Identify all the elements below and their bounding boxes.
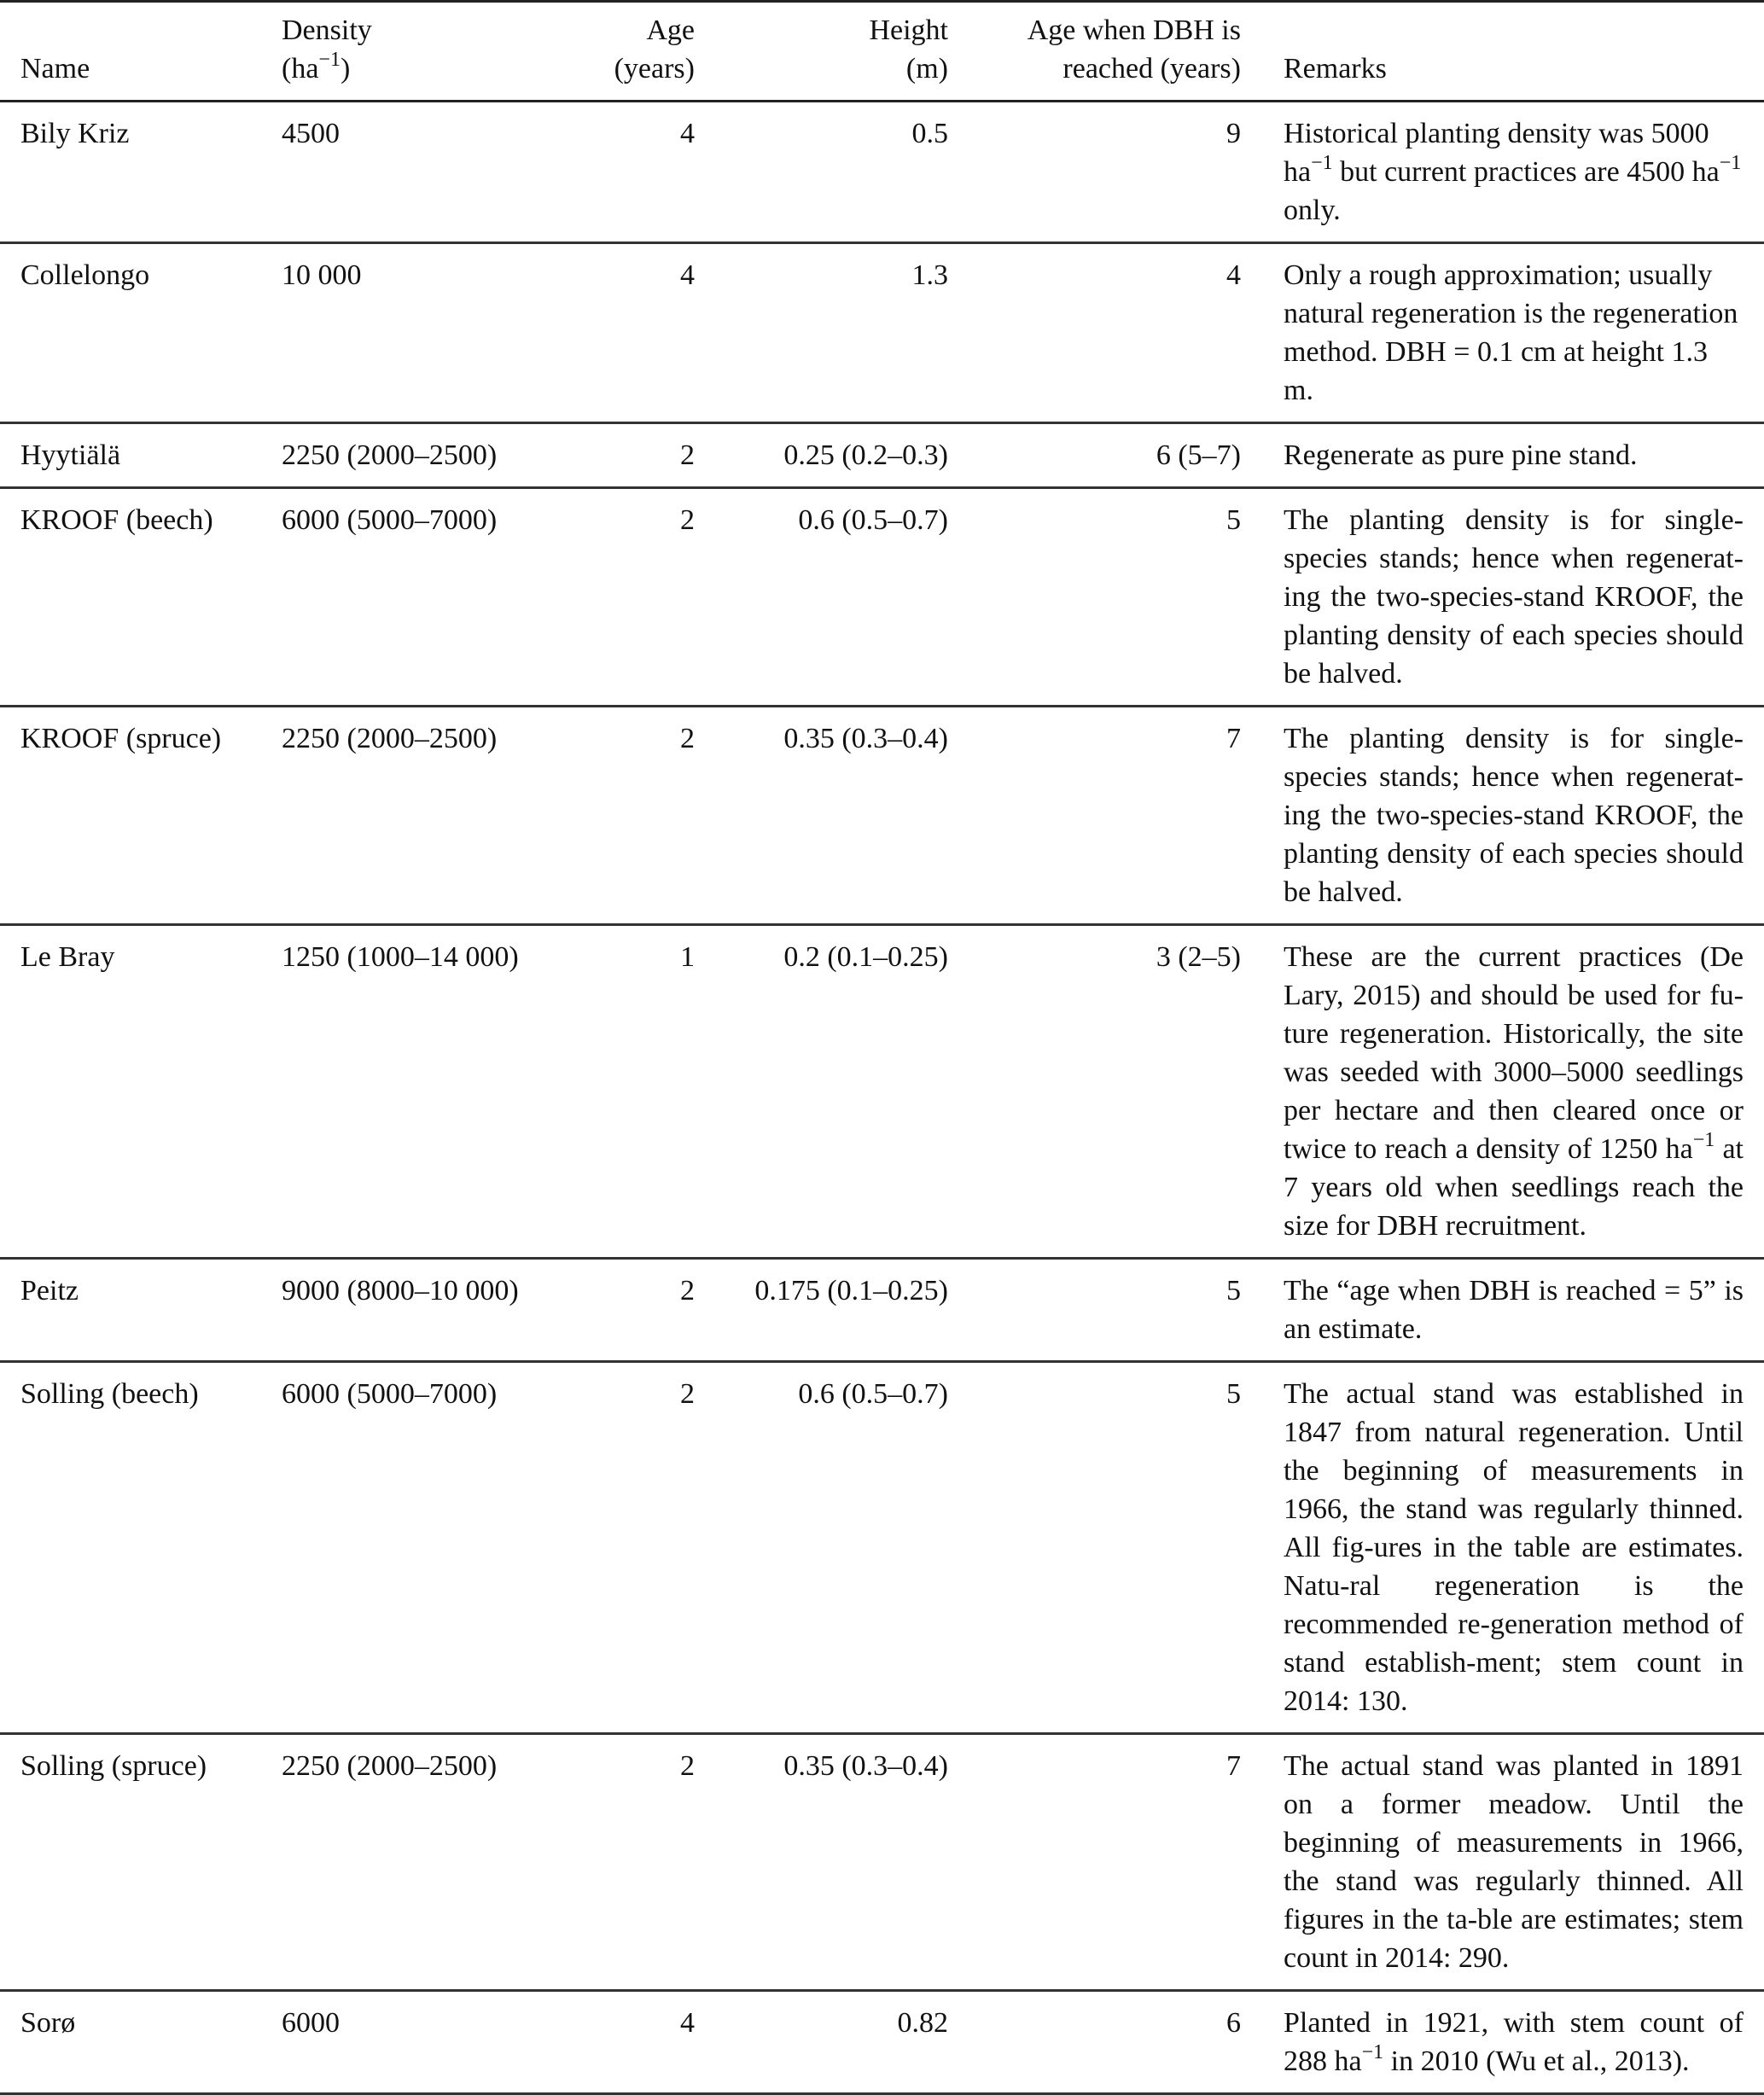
cell-height: 0.82	[897, 2007, 948, 2039]
cell-remarks	[1241, 102, 1764, 243]
cell-height: 0.6 (0.5–0.7)	[798, 1378, 948, 1410]
cell-name: KROOF (spruce)	[20, 723, 222, 754]
header-density	[282, 2, 563, 102]
header-remarks	[1241, 2, 1764, 102]
header-density-exponent: −1	[318, 49, 341, 71]
cell-name: Le Bray	[20, 941, 115, 973]
cell-dbh-age: 4	[1226, 259, 1241, 291]
cell-age: 2	[680, 1378, 695, 1410]
cell-age: 2	[680, 439, 695, 471]
cell-remarks: The “age when DBH is reached = 5” is an estimate.	[1284, 1275, 1744, 1345]
remarks-text: Historical planting density was 5000 ha	[1284, 118, 1709, 188]
cell-remarks	[1241, 1991, 1764, 2094]
header-age	[563, 2, 695, 102]
header-density-close: )	[340, 53, 351, 84]
table-row	[0, 1259, 1764, 1362]
remarks-text: at 7 years old when seedlings reach the size for DBH recruitment.	[1284, 1133, 1744, 1242]
cell-density: 4500	[282, 118, 340, 149]
cell-dbh-age: 6	[1226, 2007, 1241, 2039]
cell-name: Peitz	[20, 1275, 79, 1306]
header-density-line2	[282, 49, 563, 88]
cell-height: 0.175 (0.1–0.25)	[754, 1275, 948, 1306]
cell-age: 2	[680, 723, 695, 754]
cell-density: 6000 (5000–7000)	[282, 1378, 498, 1410]
cell-density: 2250 (2000–2500)	[282, 723, 498, 754]
header-dbh-age-line2: reached (years)	[1062, 53, 1241, 84]
unit-exponent: −1	[1361, 2041, 1384, 2063]
cell-name: Solling (beech)	[20, 1378, 199, 1410]
cell-name: Collelongo	[20, 259, 150, 291]
cell-remarks: The planting density is for single-species stands; hence when regenerat-ing the two-species-stand KROOF, the planting density of each species should be halved.	[1284, 723, 1744, 908]
cell-age: 4	[680, 118, 695, 149]
cell-dbh-age: 6 (5–7)	[1156, 439, 1241, 471]
header-name	[0, 2, 282, 102]
header-dbh-age	[948, 2, 1241, 102]
cell-age: 2	[680, 504, 695, 536]
header-density-line1: Density	[282, 15, 372, 46]
table-row	[0, 1362, 1764, 1734]
cell-remarks: The actual stand was established in 1847 from natural regeneration. Until the beginning of measurements in 1966, the stand was regularly thinned. All fig-ures in the table are estimates. Natu-ral regeneration is the recommended re-generation method of stand establish-ment; stem count in 2014: 130.	[1284, 1378, 1744, 1717]
remarks-text: in 2010 (Wu et al., 2013).	[1383, 2046, 1690, 2077]
cell-dbh-age: 3 (2–5)	[1156, 941, 1241, 973]
cell-age: 2	[680, 1275, 695, 1306]
table-body	[0, 102, 1764, 2094]
header-dbh-age-line1: Age when DBH is	[1027, 15, 1241, 46]
table-row	[0, 488, 1764, 707]
cell-density: 10 000	[282, 259, 362, 291]
cell-dbh-age: 5	[1226, 1378, 1241, 1410]
cell-height: 0.35 (0.3–0.4)	[783, 1750, 948, 1782]
cell-height: 0.6 (0.5–0.7)	[798, 504, 948, 536]
cell-height: 1.3	[911, 259, 948, 291]
cell-height: 0.35 (0.3–0.4)	[783, 723, 948, 754]
table-row	[0, 423, 1764, 488]
cell-density: 6000	[282, 2007, 340, 2039]
cell-density: 9000 (8000–10 000)	[282, 1275, 519, 1306]
cell-age: 2	[680, 1750, 695, 1782]
cell-remarks	[1241, 925, 1764, 1259]
cell-density: 1250 (1000–14 000)	[282, 941, 519, 973]
cell-density: 6000 (5000–7000)	[282, 504, 498, 536]
header-density-unit: (ha	[282, 53, 319, 84]
cell-height: 0.5	[911, 118, 948, 149]
remarks-text: Planted in 1921, with stem count of 288 ha	[1284, 2007, 1744, 2077]
table-row	[0, 102, 1764, 243]
remarks-text: only.	[1284, 195, 1341, 226]
cell-age: 1	[680, 941, 695, 973]
header-height-line1: Height	[869, 15, 948, 46]
table-row	[0, 925, 1764, 1259]
cell-height: 0.2 (0.1–0.25)	[783, 941, 948, 973]
cell-remarks: Only a rough approximation; usually natural regeneration is the regeneration method. DBH = 0.1 cm at height 1.3 m.	[1284, 259, 1738, 406]
unit-exponent: −1	[1692, 1129, 1715, 1151]
cell-age: 4	[680, 259, 695, 291]
cell-name: Sorø	[20, 2007, 76, 2039]
cell-density: 2250 (2000–2500)	[282, 439, 498, 471]
cell-height: 0.25 (0.2–0.3)	[783, 439, 948, 471]
header-height	[695, 2, 948, 102]
header-age-line2: (years)	[614, 53, 695, 84]
header-remarks-label: Remarks	[1284, 53, 1387, 84]
unit-exponent: −1	[1311, 152, 1333, 174]
cell-dbh-age: 5	[1226, 1275, 1241, 1306]
cell-remarks: Regenerate as pure pine stand.	[1284, 439, 1638, 471]
header-height-line2: (m)	[905, 53, 948, 84]
cell-name: KROOF (beech)	[20, 504, 213, 536]
cell-dbh-age: 9	[1226, 118, 1241, 149]
cell-name: Solling (spruce)	[20, 1750, 207, 1782]
remarks-text: These are the current practices (De Lary, 2015) and should be used for fu-ture regeneration. Historically, the site was seeded with 3000–5000 seedlings per hectare and then cleared once or twice to reach a density of 1250 ha	[1284, 941, 1744, 1165]
cell-remarks: The planting density is for single-species stands; hence when regenerat-ing the two-species-stand KROOF, the planting density of each species should be halved.	[1284, 504, 1744, 690]
header-row	[0, 2, 1764, 102]
cell-name: Bily Kriz	[20, 118, 130, 149]
table-row	[0, 1734, 1764, 1991]
table-header	[0, 2, 1764, 102]
table-row	[0, 707, 1764, 925]
header-age-line1: Age	[646, 15, 695, 46]
cell-remarks: The actual stand was planted in 1891 on a former meadow. Until the beginning of measurements in 1966, the stand was regularly thinned. All figures in the ta-ble are estimates; stem count in 2014: 290.	[1284, 1750, 1744, 1974]
cell-age: 4	[680, 2007, 695, 2039]
remarks-text: but current practices are 4500 ha	[1332, 156, 1720, 188]
table-row	[0, 1991, 1764, 2094]
cell-name: Hyytiälä	[20, 439, 121, 471]
header-name-label: Name	[20, 53, 90, 84]
table-row	[0, 243, 1764, 423]
cell-dbh-age: 7	[1226, 1750, 1241, 1782]
cell-dbh-age: 7	[1226, 723, 1241, 754]
cell-density: 2250 (2000–2500)	[282, 1750, 498, 1782]
cell-dbh-age: 5	[1226, 504, 1241, 536]
unit-exponent: −1	[1719, 152, 1742, 174]
